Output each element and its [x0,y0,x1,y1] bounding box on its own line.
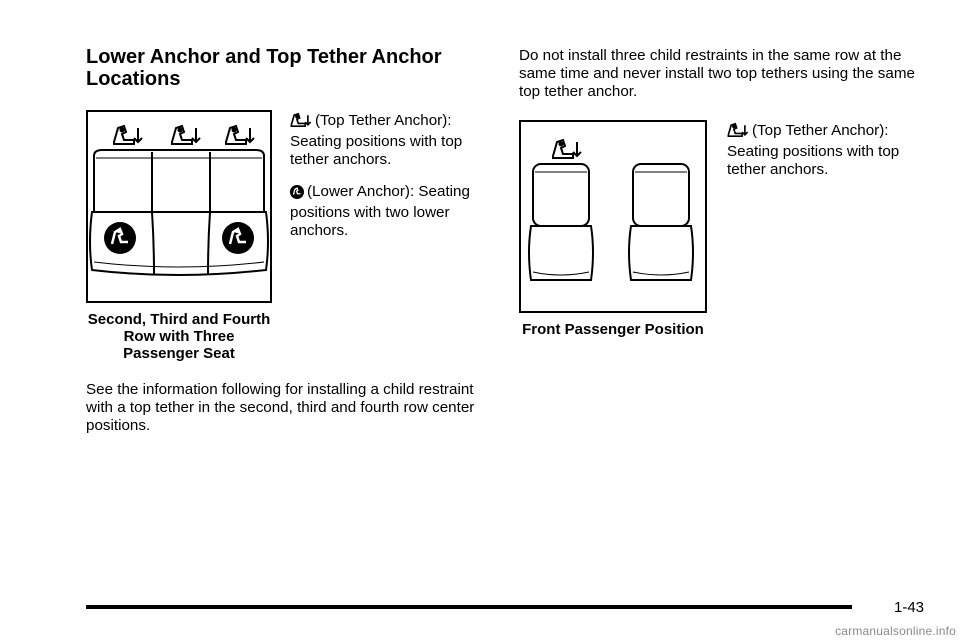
top-tether-anchor-icon [172,126,200,144]
tether-legend-description: Seating positions with top tether anchors. [290,133,463,168]
top-tether-anchor-icon [290,112,312,128]
lower-anchor-icon [290,185,304,199]
watermark: carmanualsonline.info [835,624,956,638]
bench-seat-caption: Second, Third and Fourth Row with Three Passenger Seat [87,311,271,362]
lower-anchor-icon [222,222,254,254]
front-seats-illustration [521,122,705,311]
bench-seat-illustration [88,112,270,301]
right-paragraph: Do not install three child restraints in the same row at the same time and never install two top tethers using the same top tether anchor. [519,47,915,100]
right-legend [727,122,937,179]
page-heading: Lower Anchor and Top Tether Anchor Locations [86,46,442,90]
lower-legend-label: (Lower Anchor): Seating [307,183,470,200]
top-tether-anchor-icon [114,126,142,144]
top-tether-anchor-icon [226,126,254,144]
right-tether-legend-label: (Top Tether Anchor): [752,122,889,139]
page-number: 1-43 [894,599,925,616]
left-legend [290,112,490,240]
lower-anchor-icon [104,222,136,254]
tether-legend-label: (Top Tether Anchor): [315,112,452,129]
lower-legend-description: positions with two lower anchors. [290,204,450,239]
footer-rule [86,605,852,609]
right-tether-legend-description: Seating positions with top tether anchors. [727,143,900,178]
front-passenger-figure [519,120,707,313]
top-tether-anchor-icon [553,140,581,158]
left-paragraph: See the information following for installing a child restraint with a top tether in the second, third and fourth row center positions. [86,381,475,434]
top-tether-anchor-icon [727,122,749,138]
bench-seat-figure [86,110,272,303]
front-passenger-caption: Front Passenger Position [522,321,704,338]
